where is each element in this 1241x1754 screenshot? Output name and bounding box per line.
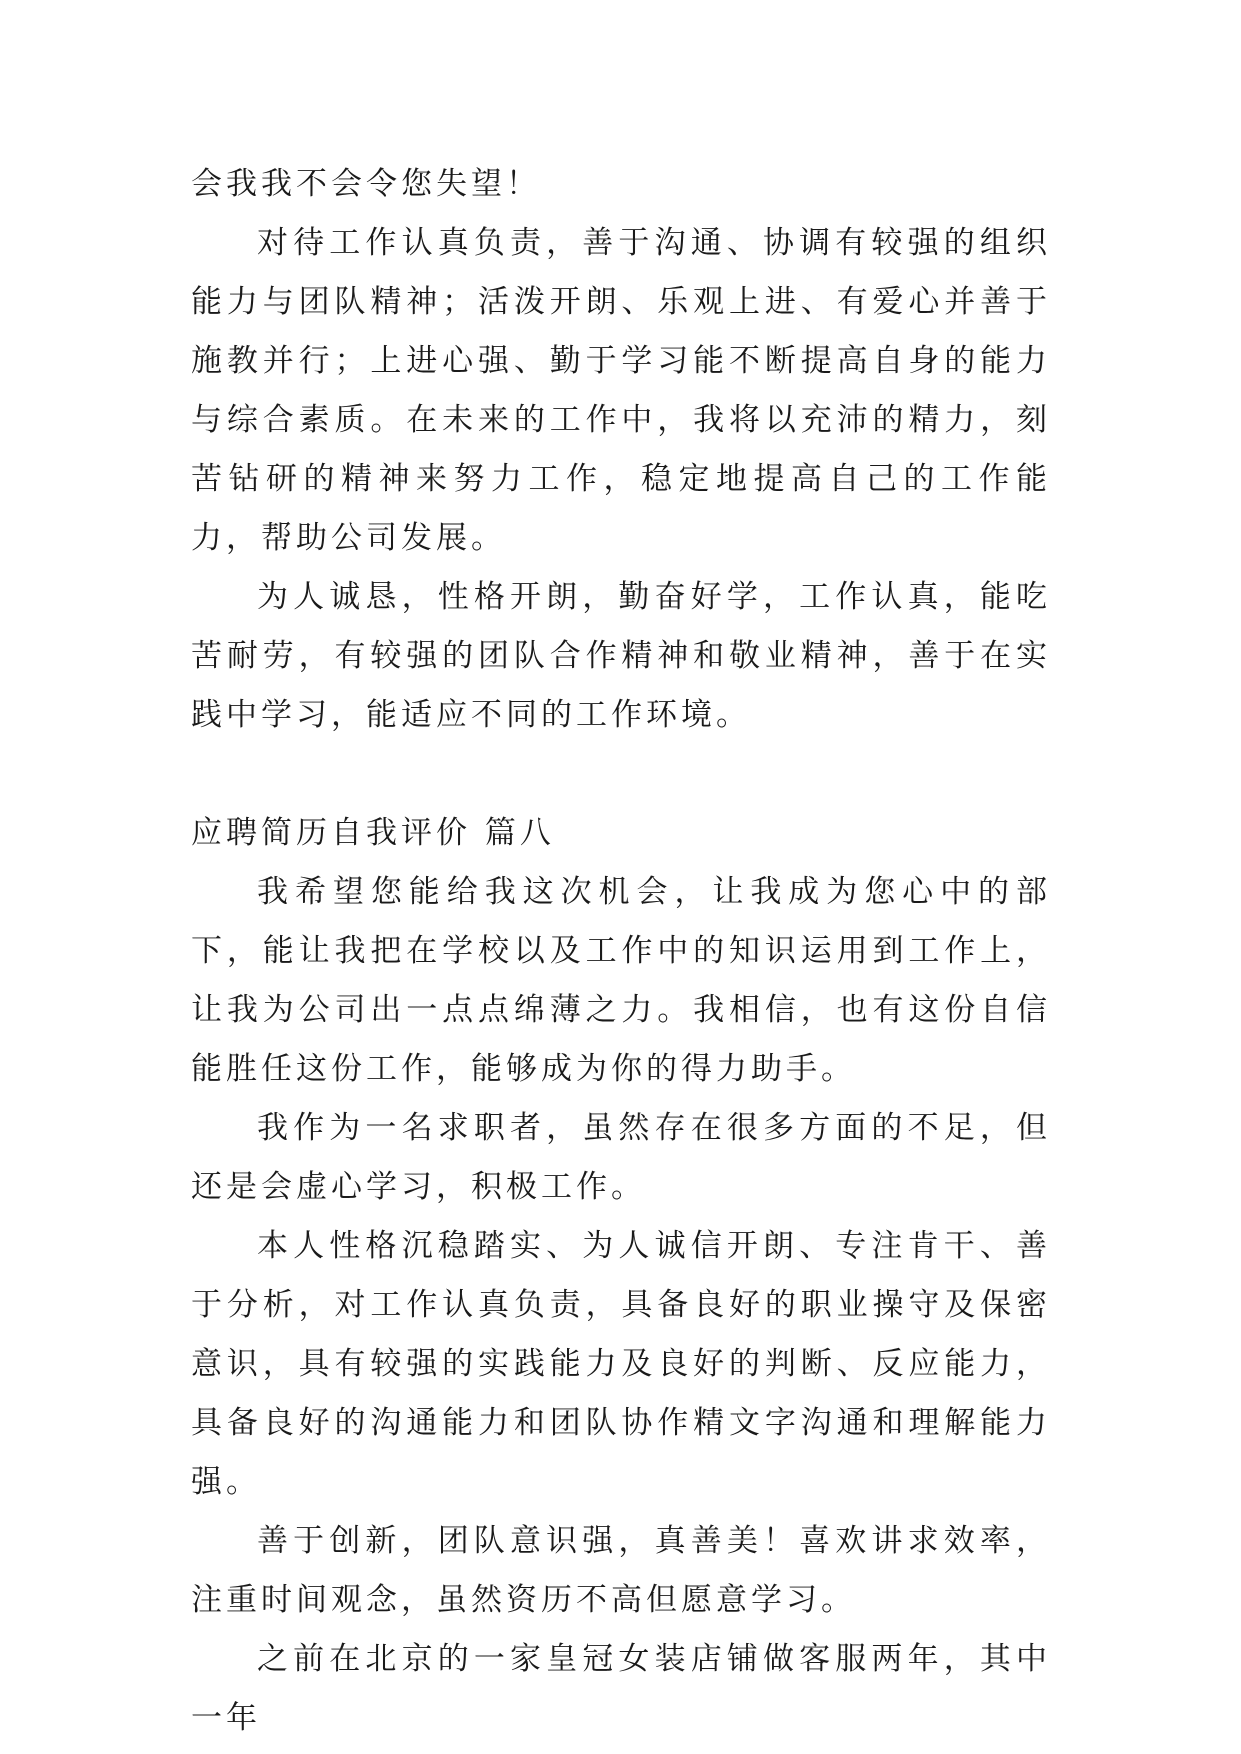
paragraph: 善于创新，团队意识强，真善美！喜欢讲求效率，注重时间观念，虽然资历不高但愿意学习。 [191, 1523, 1051, 1618]
section-spacer [191, 745, 1051, 804]
section-heading: 应聘简历自我评价 篇八 [191, 815, 555, 851]
document-body [191, 155, 1051, 1748]
paragraph: 对待工作认真负责，善于沟通、协调有较强的组织能力与团队精神；活泼开朗、乐观上进、有爱心并善于施教并行；上进心强、勤于学习能不断提高自身的能力与综合素质。在未来的工作中，我将以充沛的精力，刻苦钻研的精神来努力工作，稳定地提高自己的工作能力，帮助公司发展。 [191, 225, 1051, 556]
paragraph: 我作为一名求职者，虽然存在很多方面的不足，但还是会虚心学习，积极工作。 [191, 1110, 1051, 1205]
paragraph-continuation: 会我我不会令您失望！ [191, 166, 541, 202]
paragraph: 为人诚恳，性格开朗，勤奋好学，工作认真，能吃苦耐劳，有较强的团队合作精神和敬业精神，善于在实践中学习，能适应不同的工作环境。 [191, 579, 1051, 733]
paragraph: 本人性格沉稳踏实、为人诚信开朗、专注肯干、善于分析，对工作认真负责，具备良好的职业操守及保密意识，具有较强的实践能力及良好的判断、反应能力，具备良好的沟通能力和团队协作精文字沟通和理解能力强。 [191, 1228, 1051, 1500]
paragraph: 之前在北京的一家皇冠女装店铺做客服两年，其中一年 [191, 1641, 1051, 1736]
paragraph: 我希望您能给我这次机会，让我成为您心中的部下，能让我把在学校以及工作中的知识运用到工作上，让我为公司出一点点绵薄之力。我相信，也有这份自信能胜任这份工作，能够成为你的得力助手。 [191, 874, 1051, 1087]
